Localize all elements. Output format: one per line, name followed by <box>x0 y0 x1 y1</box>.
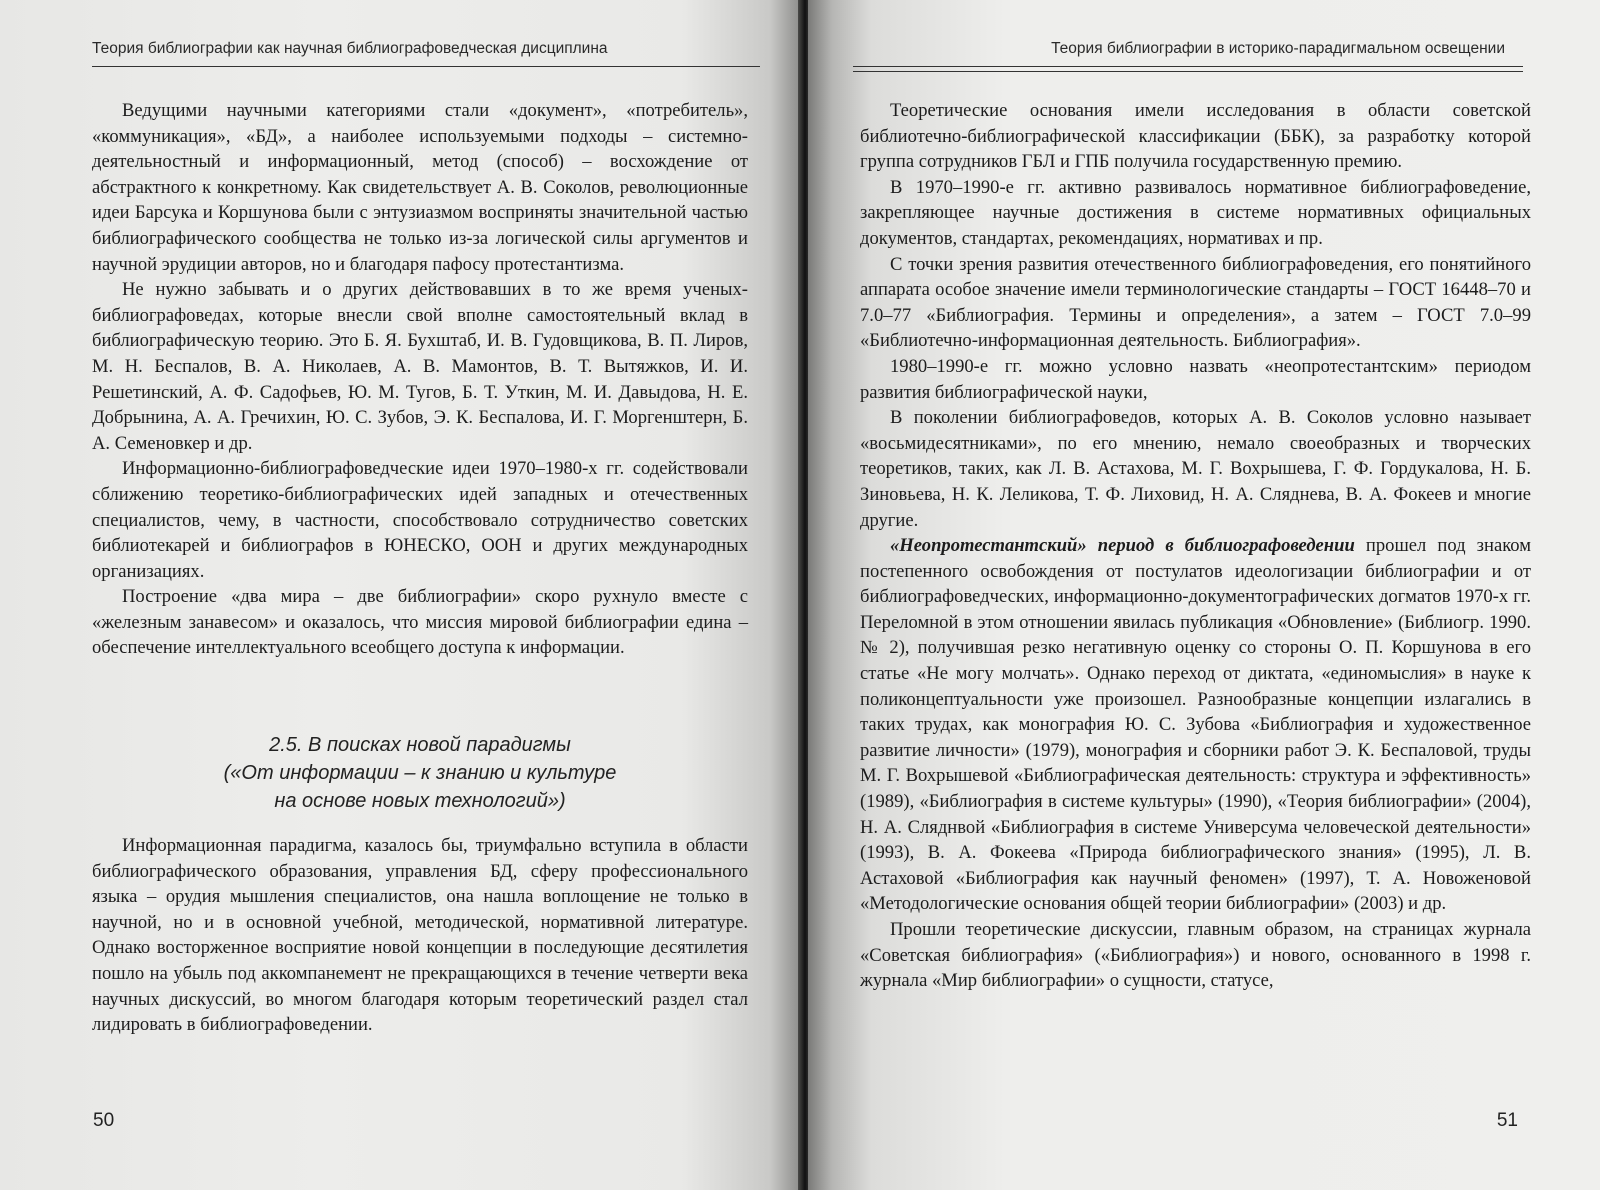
left-paragraph-1: Ведущими научными категориями стали «документ», «потребитель», «коммуникация», «БД», а наиболее используемыми подходы – системно-деятельностный и информационный, метод (способ) – восхождение от абстрактного к конкретному. Как свидетельствует А. В. Соколов, революционные идеи Барсука и Коршунова были с энтузиазмом восприняты значительной частью библиографического сообщества не только из-за логической силы аргументов и научной эрудиции авторов, но и благодаря пафосу протестантизма. <box>92 100 748 275</box>
right-paragraph-6 <box>860 533 1531 917</box>
right-header-rule <box>853 66 1523 67</box>
emphasis-lead: «Неопротестантский» период в библиографоведении <box>890 535 1355 557</box>
left-body-text <box>92 98 748 1038</box>
right-running-head: Теория библиографии в историко-парадигмальном освещении <box>1051 40 1505 57</box>
left-paragraph-2: Не нужно забывать и о других действовавших в то же время ученых-библиографоведах, которые внесли свой вполне самостоятельный вклад в библиографическую теорию. Это Б. Я. Бухштаб, И. В. Гудовщикова, В. П. Лиров, М. Н. Беспалов, В. А. Николаев, А. В. Мамонтов, В. Т. Вытяжков, И. И. Решетинский, А. Ф. Садофьев, Ю. М. Тугов, Б. Т. Уткин, М. И. Давыдова, Н. Е. Добрынина, А. А. Гречихин, Ю. С. Зубов, Э. К. Беспалова, И. Г. Моргенштерн, Б. А. Семеновкер и др. <box>92 279 748 454</box>
right-paragraph-7: Прошли теоретические дискуссии, главным образом, на страницах журнала «Советская библиография» («Библиография») и нового, основанного в 1998 г. журнала «Мир библиографии» о сущности, статусе, <box>860 919 1531 992</box>
left-paragraph-4: Построение «два мира – две библиографии» скоро рухнуло вместе с «железным занавесом» и оказалось, что миссия мировой библиографии едина – обеспечение интеллектуального всеобщего доступа к информации. <box>92 586 748 659</box>
section-heading-line-3: на основе новых технологий») <box>274 790 566 813</box>
right-paragraph-1: Теоретические основания имели исследования в области советской библиотечно-библиографической классификации (ББК), за разработку которой группа сотрудников ГБЛ и ГПБ получила государственную премию. <box>860 100 1531 173</box>
section-heading-line-2: («От информации – к знанию и культуре <box>223 762 617 785</box>
right-page <box>808 0 1600 1190</box>
right-header-rule-double <box>853 71 1523 72</box>
right-paragraph-2: В 1970–1990-е гг. активно развивалось нормативное библиографоведение, закрепляющее научные достижения в системе нормативных официальных документов, стандартах, рекомендациях, нормативах и пр. <box>860 176 1531 249</box>
right-paragraph-5: В поколении библиографоведов, которых А. В. Соколов условно называет «восьмидесятниками», по его мнению, немало своеобразных и творческих теоретиков, таких, как Л. В. Астахова, М. Г. Вохрышева, Г. Ф. Гордукалова, Н. Б. Зиновьева, Н. К. Леликова, Т. Ф. Лиховид, Н. А. Сляднева, В. А. Фокеев и многие другие. <box>860 407 1531 531</box>
left-paragraph-5: Информационная парадигма, казалось бы, триумфально вступила в области библиографического образования, управления БД, сферу профессионального языка – орудия мышления специалистов, она нашла воплощение не только в научной, но и в основной учебной, методической, нормативной литературе. Однако восторженное восприятие новой концепции в последующие десятилетия пошло на убыль под аккомпанемент не прекращающихся в течение четверти века научных дискуссий, во многом благодаря которым теоретический раздел стал лидировать в библиографоведении. <box>92 835 748 1036</box>
emphasis-rest: прошел под знаком постепенного освобождения от постулатов идеологизации библиографии и от библиографоведческих, информационно-документографических догматов 1970-х гг. Переломной в этом отношении явилась публикация «Обновление» (Библиогр. 1990. № 2), получившая резко негативную оценку со стороны О. П. Коршунова в его статье «Не могу молчать». Однако переход от диктата, «единомыслия» в науке к поликонцептуальности уже произошел. Разнообразные концепции излагались в таких трудах, как монография Ю. С. Зубова «Библиография и художественное развитие личности» (1979), монография и сборники работ Э. К. Беспаловой, труды М. Г. Вохрышевой «Библиографическая деятельность: структура и эффективность» (1989), «Библиография в системе культуры» (1990), «Теория библиографии» (2004), Н. А. Сляднвой «Библиография в системе Универсума человеческой деятельности» (1993), В. А. Фокеева «Природа библиографического знания» (1995), Л. В. Астаховой «Библиография как научный феномен» (1997), Т. А. Новоженовой «Методологические основания общей теории библиографии» (2003) и др. <box>860 535 1532 915</box>
right-body-text <box>860 98 1531 994</box>
right-paragraph-4: 1980–1990-е гг. можно условно назвать «неопротестантским» периодом развития библиографической науки, <box>860 355 1531 403</box>
section-heading <box>92 731 748 815</box>
left-header-rule <box>92 66 760 67</box>
section-heading-line-1: 2.5. В поисках новой парадигмы <box>269 734 571 757</box>
right-page-number: 51 <box>1496 1110 1518 1131</box>
left-paragraph-3: Информационно-библиографоведческие идеи 1970–1980-х гг. содействовали сближению теоретико-библиографических идей западных и отечественных специалистов, чему, в частности, способствовало сотрудничество советских библиотекарей и библиографов в ЮНЕСКО, ООН и других международных организациях. <box>92 458 748 582</box>
left-running-head: Теория библиографии как научная библиографоведческая дисциплина <box>92 40 608 57</box>
left-page-number: 50 <box>93 1110 115 1131</box>
right-paragraph-3: С точки зрения развития отечественного библиографоведения, его понятийного аппарата особое значение имели терминологические стандарты – ГОСТ 16448–70 и 7.0–77 «Библиография. Термины и определения», а затем – ГОСТ 7.0–99 «Библиотечно-информационная деятельность. Библиография». <box>860 253 1531 352</box>
